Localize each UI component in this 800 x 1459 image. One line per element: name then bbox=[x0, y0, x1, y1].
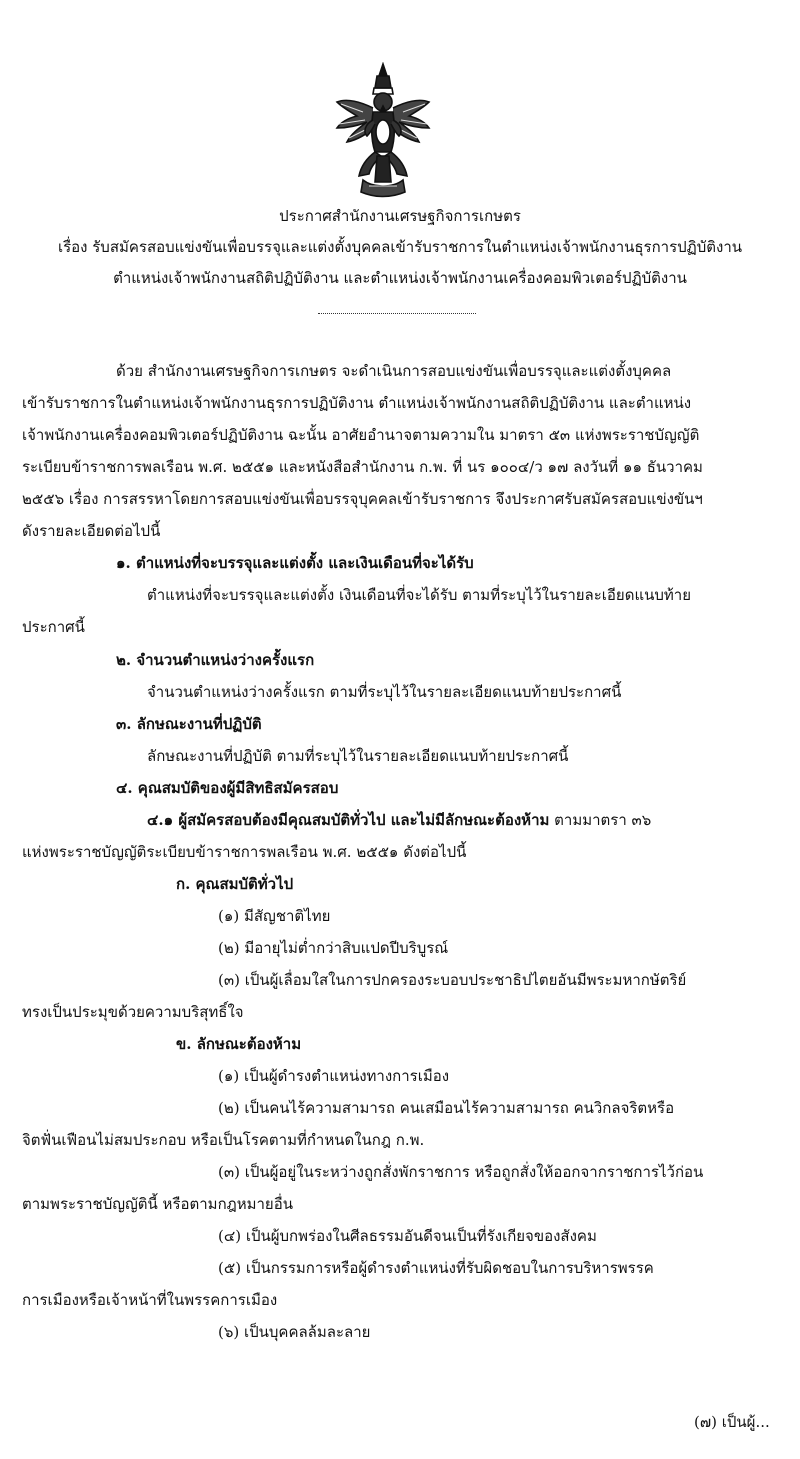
section-1-body-line-2: ประกาศนี้ bbox=[22, 618, 85, 636]
prohibited-item-1: (๑) เป็นผู้ดำรงตำแหน่งทางการเมือง bbox=[218, 1067, 450, 1085]
general-item-3-line-1: (๓) เป็นผู้เลื่อมใสในการปกครองระบอบประชาธิปไตยอันมีพระมหากษัตริย์ bbox=[218, 971, 687, 989]
announcement-title: ประกาศสำนักงานเศรษฐกิจการเกษตร bbox=[279, 207, 521, 225]
intro-line-6: ดังรายละเอียดต่อไปนี้ bbox=[22, 522, 161, 540]
prohibited-item-6: (๖) เป็นบุคคลล้มละลาย bbox=[218, 1323, 371, 1341]
prohibited-item-5-line-1: (๕) เป็นกรรมการหรือผู้ดำรงตำแหน่งที่รับผิดชอบในการบริหารพรรค bbox=[218, 1259, 654, 1277]
separator bbox=[318, 313, 476, 314]
general-item-3-line-2: ทรงเป็นประมุขด้วยความบริสุทธิ์ใจ bbox=[22, 1003, 244, 1021]
section-2-heading: ๒. จำนวนตำแหน่งว่างครั้งแรก bbox=[116, 651, 315, 669]
section-1-heading: ๑. ตำแหน่งที่จะบรรจุและแต่งตั้ง และเงินเดือนที่จะได้รับ bbox=[116, 554, 474, 572]
intro-line-2: เข้ารับราชการในตำแหน่งเจ้าพนักงานธุรการปฏิบัติงาน ตำแหน่งเจ้าพนักงานสถิติปฏิบัติงาน และตำแหน่ง bbox=[22, 394, 692, 412]
subject-line-2: ตำแหน่งเจ้าพนักงานสถิติปฏิบัติงาน และตำแหน่งเจ้าพนักงานเครื่องคอมพิวเตอร์ปฏิบัติงาน bbox=[113, 269, 687, 287]
general-qualifications-heading: ก. คุณสมบัติทั่วไป bbox=[176, 875, 294, 893]
section-4-1-line-1 bbox=[147, 810, 651, 830]
general-item-1: (๑) มีสัญชาติไทย bbox=[218, 907, 331, 925]
intro-line-4: ระเบียบข้าราชการพลเรือน พ.ศ. ๒๕๕๑ และหนังสือสำนักงาน ก.พ. ที่ นร ๑๐๐๔/ว ๑๗ ลงวันที่ ๑๑ ธันวาคม bbox=[22, 458, 703, 476]
section-4-1-rest: ตามมาตรา ๓๖ bbox=[549, 811, 652, 829]
prohibited-item-4: (๔) เป็นผู้บกพร่องในศีลธรรมอันดีจนเป็นที่รังเกียจของสังคม bbox=[218, 1227, 597, 1245]
section-4-1-line-2: แห่งพระราชบัญญัติระเบียบข้าราชการพลเรือน พ.ศ. ๒๕๕๑ ดังต่อไปนี้ bbox=[22, 843, 467, 861]
intro-line-3: เจ้าพนักงานเครื่องคอมพิวเตอร์ปฏิบัติงาน ฉะนั้น อาศัยอำนาจตามความใน มาตรา ๕๓ แห่งพระราชบัญญัติ bbox=[22, 426, 700, 444]
section-3-body: ลักษณะงานที่ปฏิบัติ ตามที่ระบุไว้ในรายละเอียดแนบท้ายประกาศนี้ bbox=[147, 747, 569, 765]
prohibited-item-3-line-1: (๓) เป็นผู้อยู่ในระหว่างถูกสั่งพักราชการ หรือถูกสั่งให้ออกจากราชการไว้ก่อน bbox=[218, 1163, 704, 1181]
section-4-1-bold: ๔.๑ ผู้สมัครสอบต้องมีคุณสมบัติทั่วไป และไม่มีลักษณะต้องห้าม bbox=[147, 811, 550, 829]
prohibited-item-2-line-1: (๒) เป็นคนไร้ความสามารถ คนเสมือนไร้ความสามารถ คนวิกลจริตหรือ bbox=[218, 1099, 675, 1117]
section-2-body: จำนวนตำแหน่งว่างครั้งแรก ตามที่ระบุไว้ในรายละเอียดแนบท้ายประกาศนี้ bbox=[147, 683, 622, 701]
continuation-marker: (๗) เป็นผู้... bbox=[694, 1413, 770, 1431]
general-item-2: (๒) มีอายุไม่ต่ำกว่าสิบแปดปีบริบูรณ์ bbox=[218, 939, 449, 957]
section-4-heading: ๔. คุณสมบัติของผู้มีสิทธิสมัครสอบ bbox=[116, 779, 339, 797]
prohibited-item-5-line-2: การเมืองหรือเจ้าหน้าที่ในพรรคการเมือง bbox=[22, 1291, 278, 1309]
section-1-body-line-1: ตำแหน่งที่จะบรรจุและแต่งตั้ง เงินเดือนที่จะได้รับ ตามที่ระบุไว้ในรายละเอียดแนบท้าย bbox=[147, 586, 691, 604]
intro-line-5: ๒๕๕๖ เรื่อง การสรรหาโดยการสอบแข่งขันเพื่อบรรจุบุคคลเข้ารับราชการ จึงประกาศรับสมัครสอบแข่งขันฯ bbox=[22, 490, 703, 508]
subject-line-1: เรื่อง รับสมัครสอบแข่งขันเพื่อบรรจุและแต่งตั้งบุคคลเข้ารับราชการในตำแหน่งเจ้าพนักงานธุรการปฏิบัติงาน bbox=[57, 238, 743, 256]
prohibited-item-2-line-2: จิตฟั่นเฟือนไม่สมประกอบ หรือเป็นโรคตามที่กำหนดในกฎ ก.พ. bbox=[22, 1131, 425, 1149]
section-3-heading: ๓. ลักษณะงานที่ปฏิบัติ bbox=[116, 715, 262, 733]
prohibited-item-3-line-2: ตามพระราชบัญญัตินี้ หรือตามกฎหมายอื่น bbox=[22, 1195, 293, 1213]
garuda-emblem-icon bbox=[333, 62, 433, 198]
intro-line-1: ด้วย สำนักงานเศรษฐกิจการเกษตร จะดำเนินการสอบแข่งขันเพื่อบรรจุและแต่งตั้งบุคคล bbox=[116, 362, 672, 380]
prohibited-heading: ข. ลักษณะต้องห้าม bbox=[176, 1035, 302, 1053]
